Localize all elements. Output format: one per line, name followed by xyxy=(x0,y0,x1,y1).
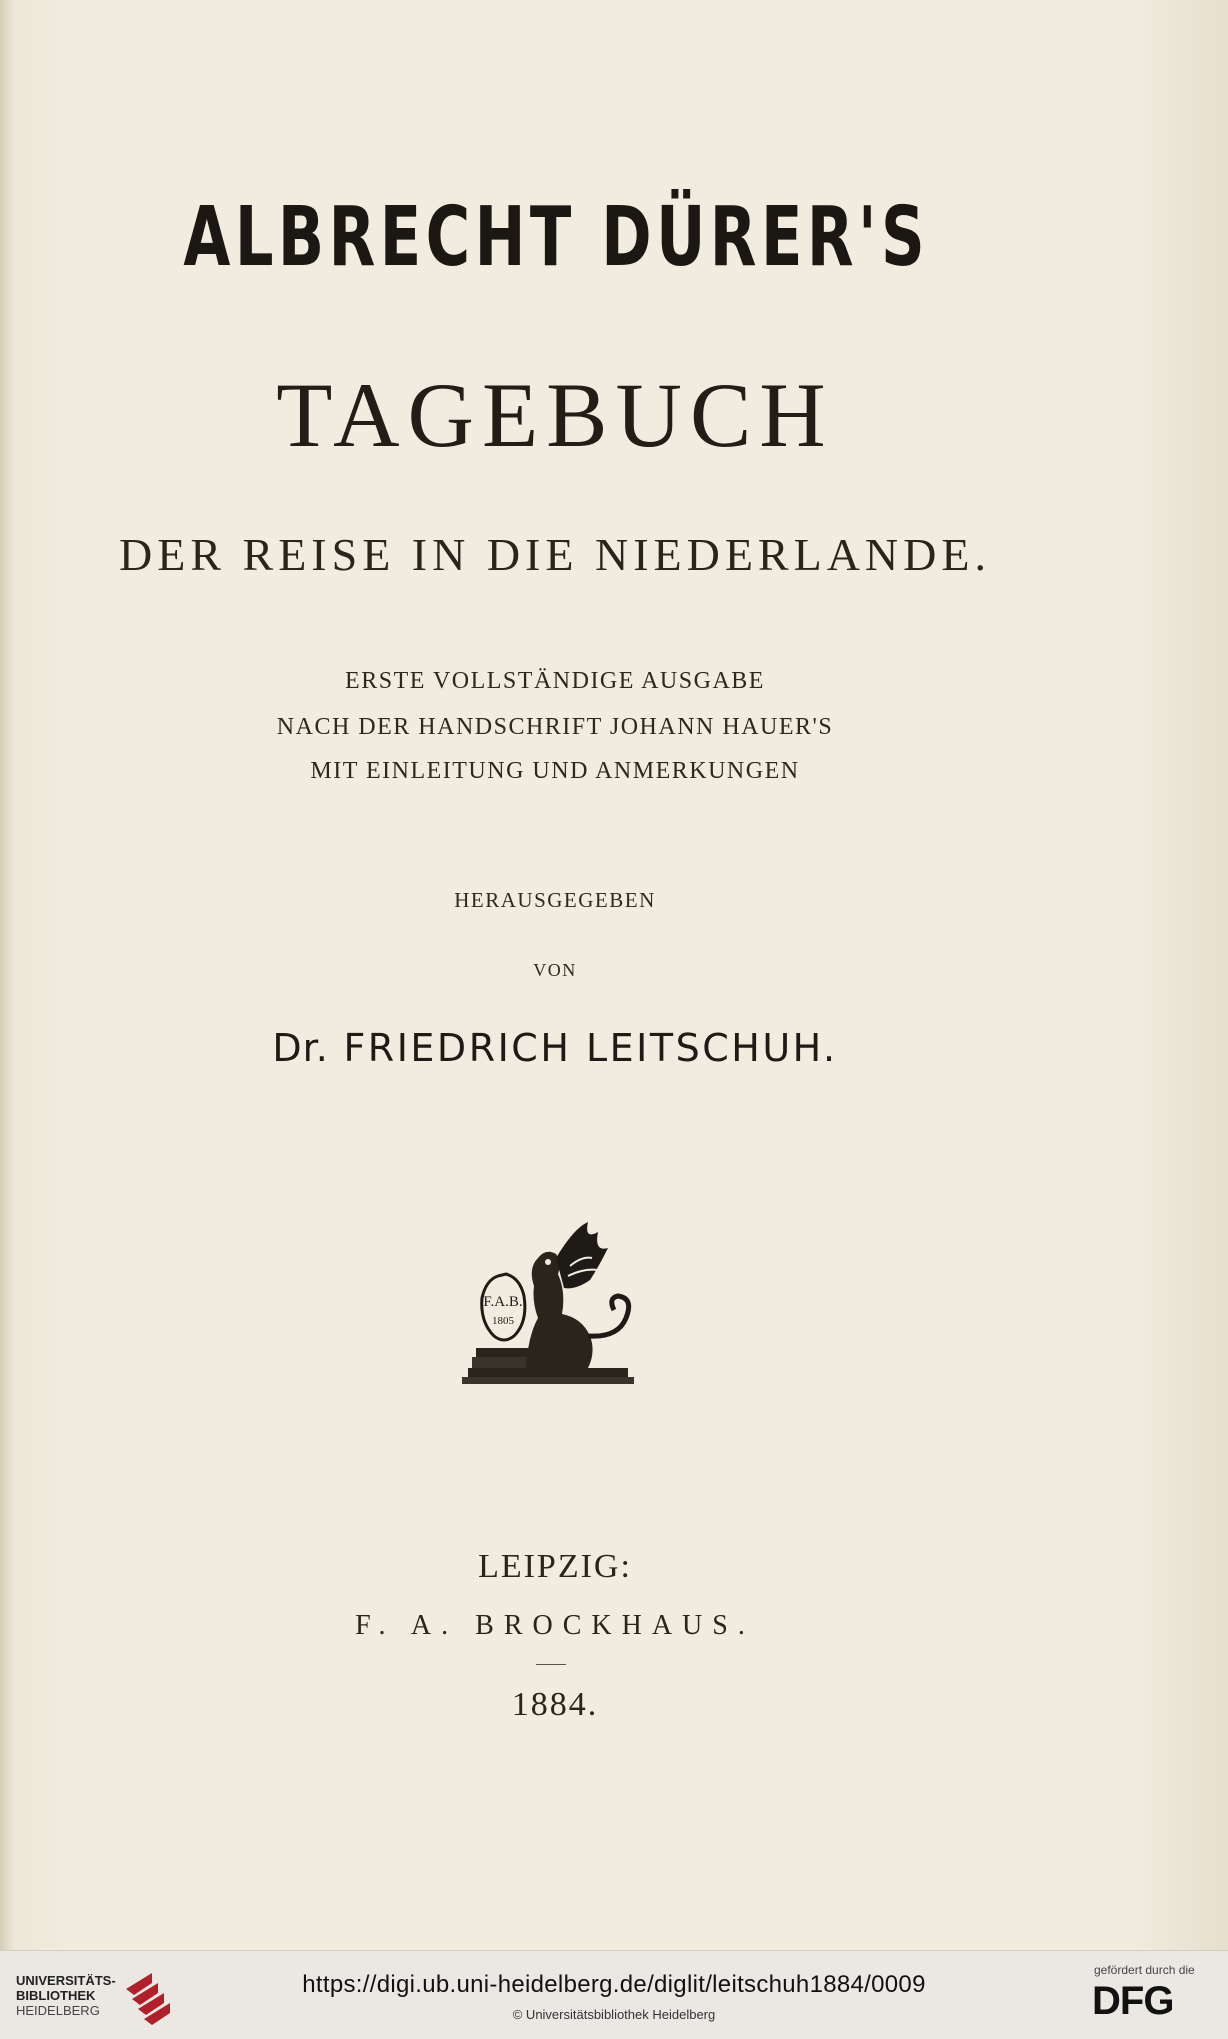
author-line xyxy=(0,1026,1110,1070)
mark-year: 1805 xyxy=(492,1315,514,1327)
subtitle-line-1: ERSTE VOLLSTÄNDIGE AUSGABE xyxy=(345,668,765,694)
permalink[interactable]: https://digi.ub.uni-heidelberg.de/diglit/leitschuh1884/0009 xyxy=(302,1971,926,1998)
by-label: VON xyxy=(533,960,577,980)
library-name-line-2: BIBLIOTHEK xyxy=(16,1988,96,2003)
imprint-divider xyxy=(536,1664,566,1665)
publisher-name: F. A. BROCKHAUS. xyxy=(355,1610,755,1641)
author-title: Dr. xyxy=(272,1026,329,1070)
library-name-line-3: HEIDELBERG xyxy=(16,2003,100,2018)
book-title: TAGEBUCH xyxy=(276,364,834,466)
subtitle-line-3: MIT EINLEITUNG UND ANMERKUNGEN xyxy=(310,758,800,784)
title-continuation: DER REISE IN DIE NIEDERLANDE. xyxy=(119,529,991,580)
griffin-printers-mark-icon xyxy=(458,1218,648,1393)
subtitle-line-2: NACH DER HANDSCHRIFT JOHANN HAUER'S xyxy=(276,714,834,740)
main-title: ALBRECHT DÜRER'S xyxy=(183,190,930,285)
publication-place: LEIPZIG: xyxy=(478,1548,632,1585)
copyright-notice: © Universitätsbibliothek Heidelberg xyxy=(512,2007,716,2022)
publication-year: 1884. xyxy=(511,1686,599,1723)
library-name-line-1: UNIVERSITÄTS- xyxy=(16,1973,116,1988)
funding-label: gefördert durch die xyxy=(1094,1963,1195,1977)
edited-label: HERAUSGEGEBEN xyxy=(454,888,656,912)
dfg-logo: DFG xyxy=(1092,1979,1174,2023)
library-footer xyxy=(0,1950,1228,2039)
mark-initials: F.A.B. xyxy=(483,1294,523,1310)
author-name: FRIEDRICH LEITSCHUH. xyxy=(343,1026,838,1070)
